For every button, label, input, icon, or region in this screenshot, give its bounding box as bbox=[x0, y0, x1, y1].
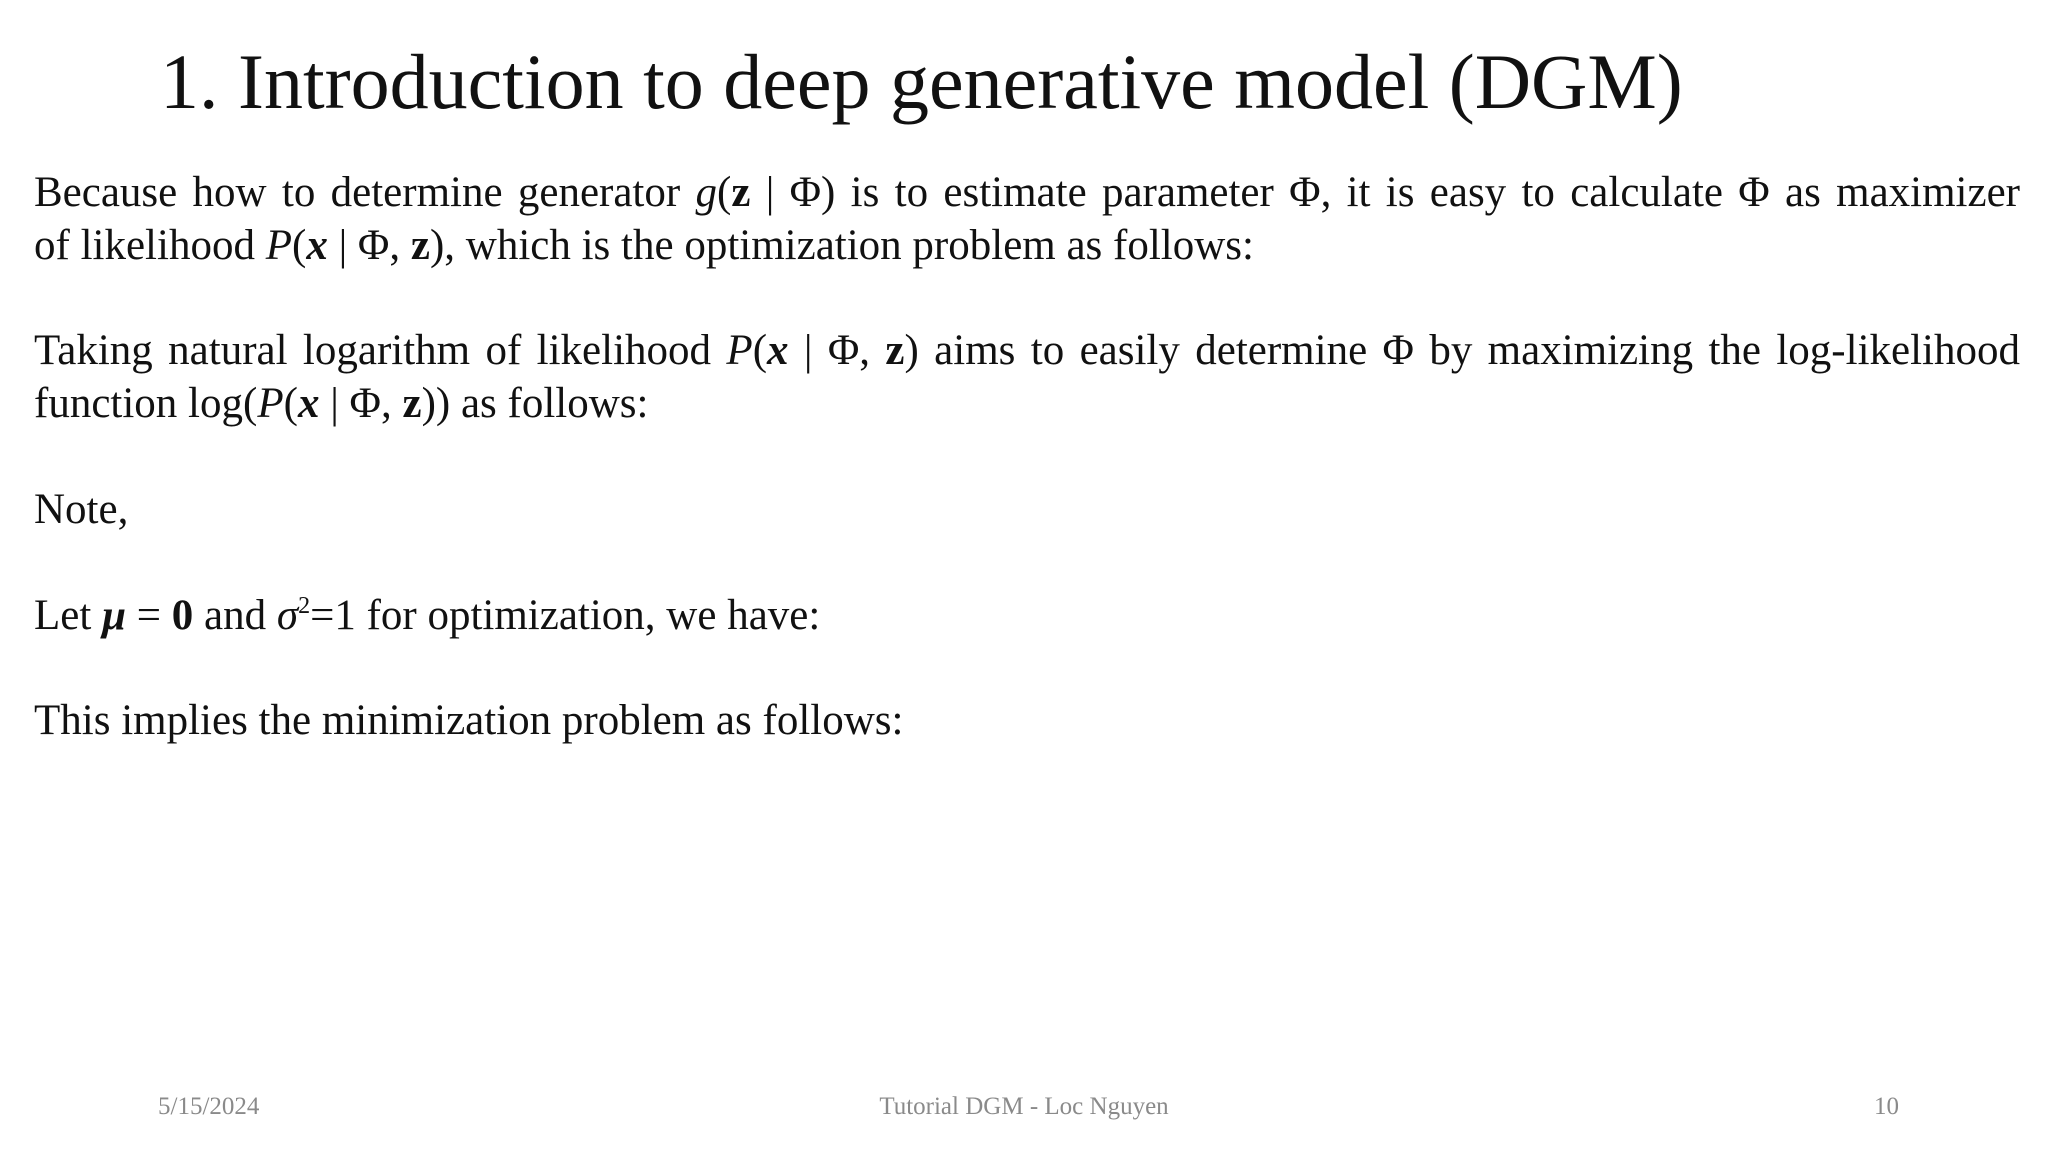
text-run: | Φ) is to estimate parameter Φ, it is easy to calculate Φ as maximizer bbox=[750, 169, 2020, 216]
text-run: | Φ, bbox=[788, 327, 886, 374]
math-P: P bbox=[265, 222, 292, 269]
text-run: | Φ, bbox=[327, 222, 411, 269]
text-run: ( bbox=[752, 327, 768, 374]
paragraph-line bbox=[34, 219, 2020, 272]
paragraph-note bbox=[34, 483, 2020, 536]
text-run: of likelihood bbox=[34, 222, 266, 269]
math-z: z bbox=[402, 380, 422, 427]
math-z: z bbox=[731, 169, 751, 216]
math-x: x bbox=[297, 380, 320, 427]
footer-title: Tutorial DGM - Loc Nguyen bbox=[879, 1093, 1169, 1120]
math-sigma: σ bbox=[276, 592, 299, 639]
paragraph-line: This implies the minimization problem as follows: bbox=[34, 697, 904, 744]
text-run: function log( bbox=[34, 380, 258, 427]
paragraph-line bbox=[34, 166, 2020, 219]
text-run: )) as follows: bbox=[421, 380, 649, 427]
text-run: Let bbox=[34, 592, 103, 639]
paragraph-minimization bbox=[34, 694, 2020, 747]
text-run: Taking natural logarithm of likelihood bbox=[34, 327, 727, 374]
text-run: and bbox=[193, 592, 277, 639]
paragraph-log-likelihood bbox=[34, 324, 2020, 430]
math-P: P bbox=[257, 380, 284, 427]
math-superscript: 2 bbox=[298, 593, 311, 619]
text-run: Because how to determine generator bbox=[34, 169, 696, 216]
text-run: | Φ, bbox=[319, 380, 403, 427]
text-run: ( bbox=[291, 222, 307, 269]
paragraph-line bbox=[34, 377, 2020, 430]
text-run: =1 for optimization, we have: bbox=[310, 592, 821, 639]
math-P: P bbox=[726, 327, 753, 374]
math-zero-vector: 0 bbox=[171, 592, 194, 639]
slide-title: 1. Introduction to deep generative model (DGM) bbox=[160, 38, 1683, 125]
footer-page-number: 10 bbox=[1874, 1093, 1899, 1120]
math-x: x bbox=[306, 222, 328, 269]
footer-date: 5/15/2024 bbox=[158, 1093, 260, 1120]
math-z: z bbox=[410, 222, 430, 269]
text-run: ( bbox=[717, 169, 732, 216]
text-run: ( bbox=[283, 380, 298, 427]
paragraph-generator-likelihood bbox=[34, 166, 2020, 272]
paragraph-let-mu-sigma bbox=[34, 589, 2020, 642]
paragraph-line bbox=[34, 324, 2020, 377]
math-g: g bbox=[695, 169, 717, 216]
text-run: ), which is the optimization problem as follows: bbox=[429, 222, 1254, 269]
math-x: x bbox=[767, 327, 789, 374]
text-run: = bbox=[125, 592, 172, 639]
math-mu: μ bbox=[102, 592, 126, 639]
paragraph-line: Note, bbox=[34, 486, 129, 533]
math-z: z bbox=[885, 327, 905, 374]
paragraph-line bbox=[34, 589, 2020, 642]
text-run: ) aims to easily determine Φ by maximizing the log-likelihood bbox=[904, 327, 2020, 374]
